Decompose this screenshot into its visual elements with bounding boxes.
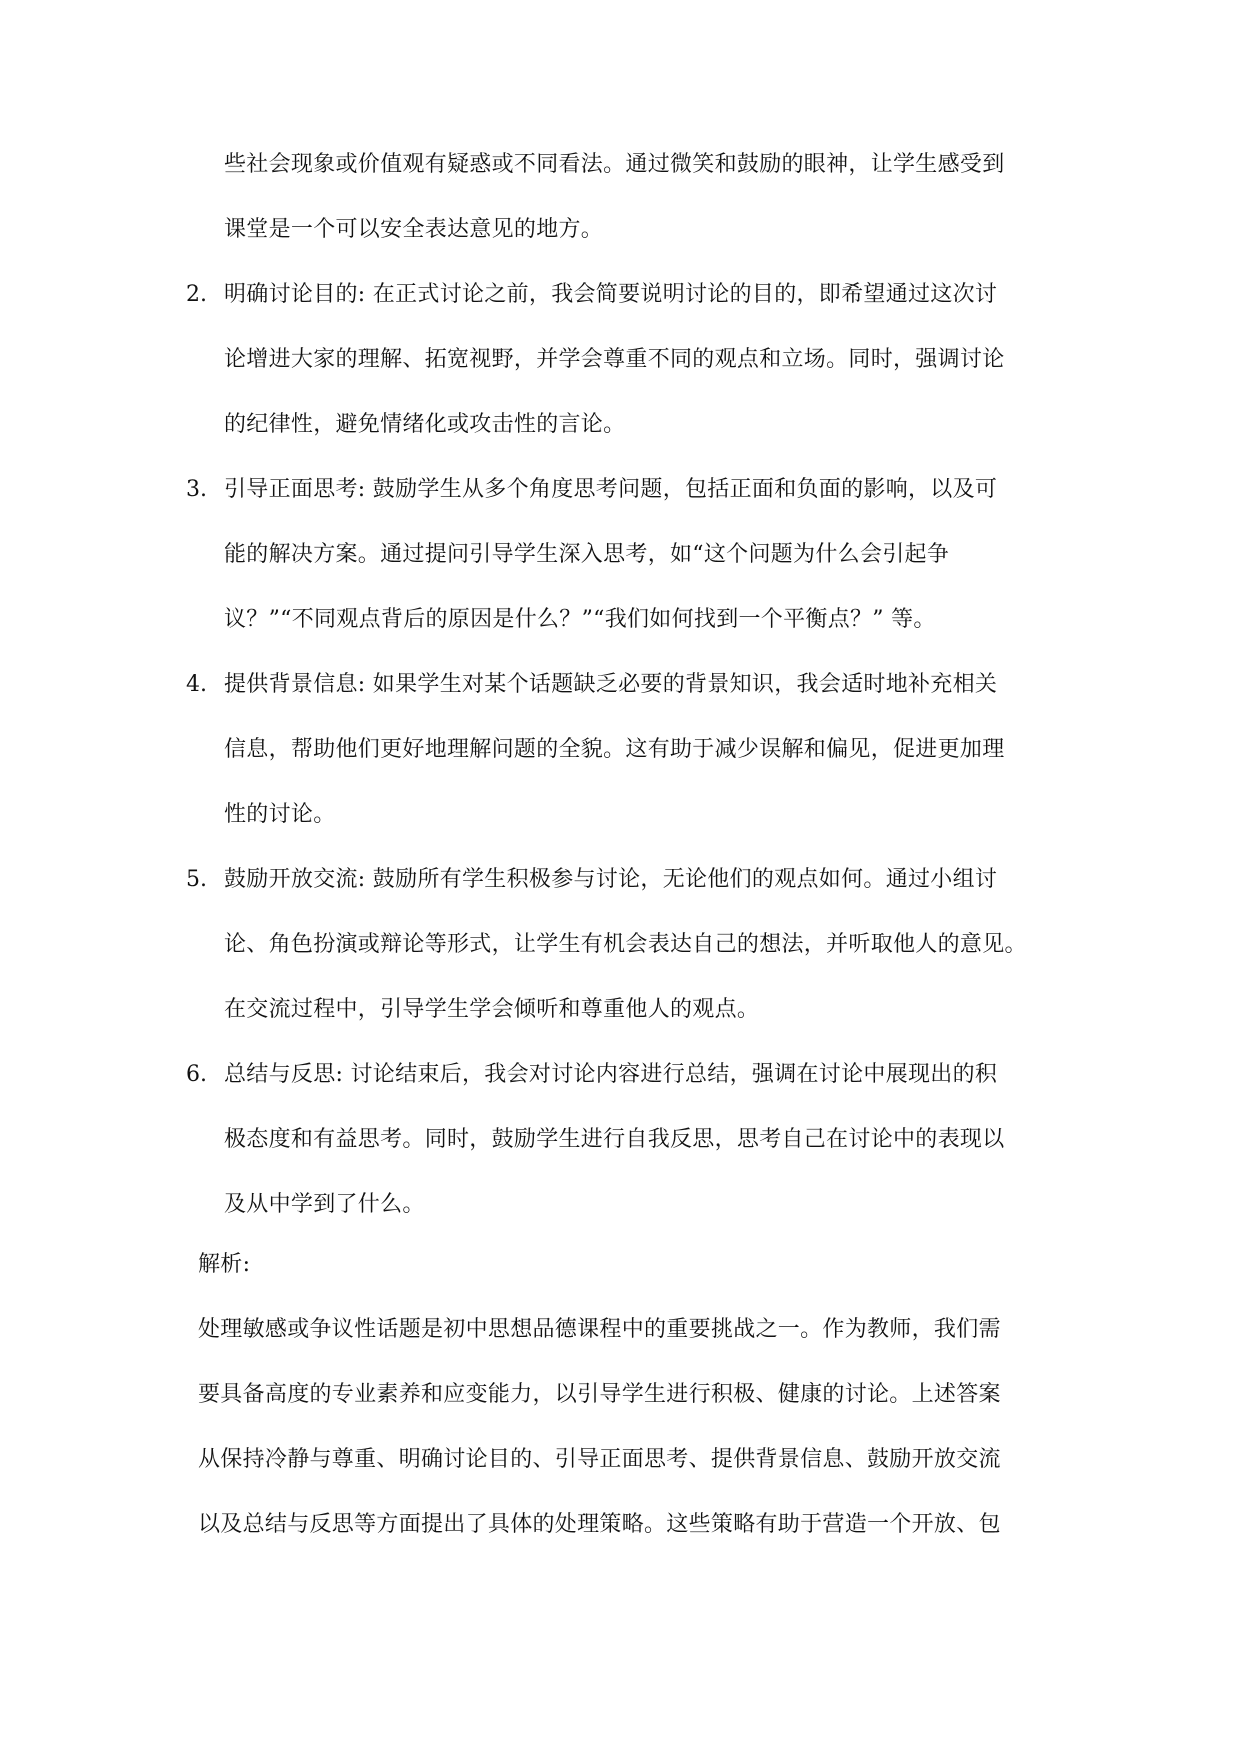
item4-number: 4.	[186, 672, 207, 697]
item6-line-3: 及从中学到了什么。	[224, 1192, 425, 1217]
item6-number: 6.	[186, 1062, 207, 1087]
item6-line-2: 极态度和有益思考。同时，鼓励学生进行自我反思，思考自己在讨论中的表现以	[224, 1127, 1005, 1152]
item2-line-1: 明确讨论目的: 在正式讨论之前，我会简要说明讨论的目的，即希望通过这次讨	[224, 282, 998, 307]
item1-line-1: 些社会现象或价值观有疑惑或不同看法。通过微笑和鼓励的眼神，让学生感受到	[224, 152, 1005, 177]
item1-line-2: 课堂是一个可以安全表达意见的地方。	[224, 217, 604, 242]
item5-number: 5.	[186, 867, 207, 892]
item5-line-1: 鼓励开放交流: 鼓励所有学生积极参与讨论，无论他们的观点如何。通过小组讨	[224, 867, 998, 892]
item5-line-2: 论、角色扮演或辩论等形式，让学生有机会表达自己的想法，并听取他人的意见。	[224, 932, 1027, 957]
item2-line-2: 论增进大家的理解、拓宽视野，并学会尊重不同的观点和立场。同时，强调讨论	[224, 347, 1005, 372]
item3-line-3: 议？”“不同观点背后的原因是什么？”“我们如何找到一个平衡点？” 等。	[224, 607, 936, 632]
analysis-line-1: 处理敏感或争议性话题是初中思想品德课程中的重要挑战之一。作为教师，我们需	[198, 1317, 1001, 1342]
item2-line-3: 的纪律性，避免情绪化或攻击性的言论。	[224, 412, 626, 437]
item4-line-2: 信息，帮助他们更好地理解问题的全貌。这有助于减少误解和偏见，促进更加理	[224, 737, 1005, 762]
item3-number: 3.	[186, 477, 207, 502]
analysis-line-3: 从保持冷静与尊重、明确讨论目的、引导正面思考、提供背景信息、鼓励开放交流	[198, 1447, 1001, 1472]
item3-line-1: 引导正面思考: 鼓励学生从多个角度思考问题，包括正面和负面的影响，以及可	[224, 477, 998, 502]
analysis-heading: 解析:	[198, 1252, 251, 1277]
item4-line-3: 性的讨论。	[224, 802, 336, 827]
analysis-line-2: 要具备高度的专业素养和应变能力，以引导学生进行积极、健康的讨论。上述答案	[198, 1382, 1001, 1407]
item3-line-2: 能的解决方案。通过提问引导学生深入思考，如“这个问题为什么会引起争	[224, 542, 950, 567]
analysis-line-4: 以及总结与反思等方面提出了具体的处理策略。这些策略有助于营造一个开放、包	[198, 1512, 1001, 1537]
item6-line-1: 总结与反思: 讨论结束后，我会对讨论内容进行总结，强调在讨论中展现出的积	[224, 1062, 998, 1087]
item4-line-1: 提供背景信息: 如果学生对某个话题缺乏必要的背景知识，我会适时地补充相关	[224, 672, 998, 697]
item2-number: 2.	[186, 282, 207, 307]
item5-line-3: 在交流过程中，引导学生学会倾听和尊重他人的观点。	[224, 997, 760, 1022]
